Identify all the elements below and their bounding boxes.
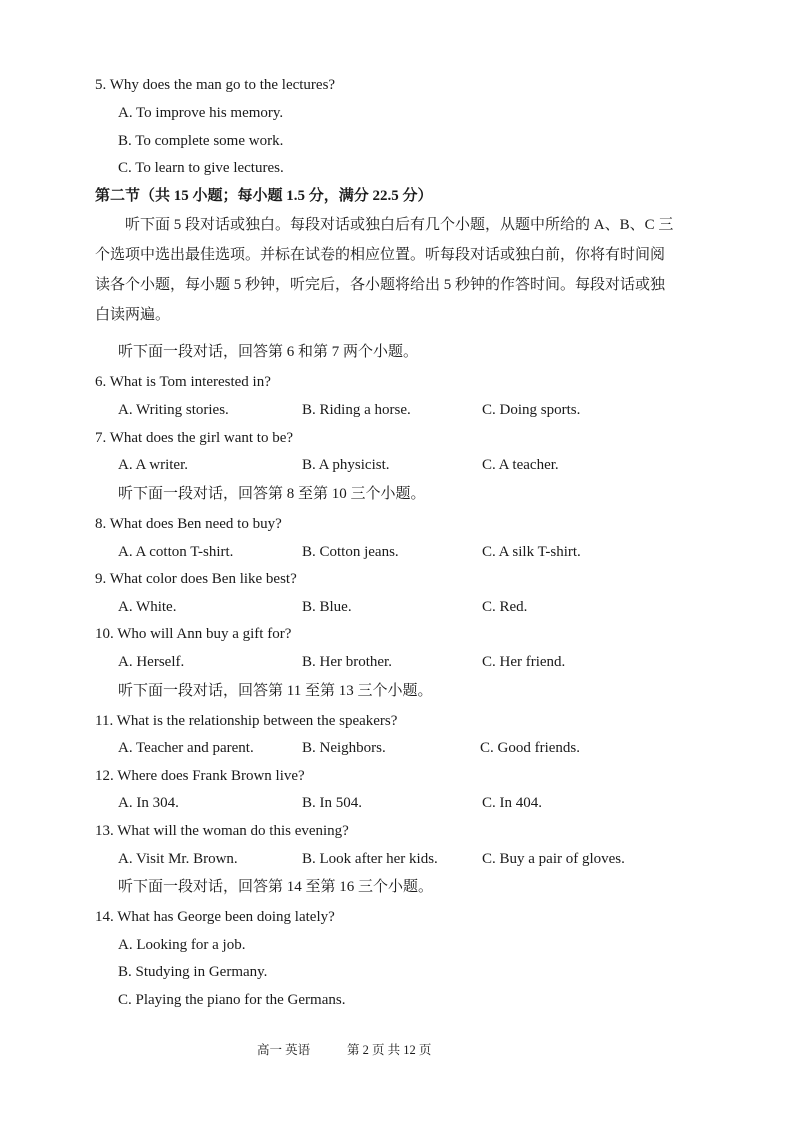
question-5-option-b: B. To complete some work. (118, 133, 284, 149)
directions-line-3: 读各个小题，每小题 5 秒钟，听完后，各小题将给出 5 秒钟的作答时间。每段对话或独 (95, 277, 666, 293)
question-13: 13. What will the woman do this evening? (95, 823, 349, 839)
question-12-option-c: C. In 404. (482, 795, 542, 811)
instruction-11-13: 听下面一段对话，回答第 11 至第 13 三个小题。 (118, 683, 433, 699)
question-13-option-b: B. Look after her kids. (302, 851, 438, 867)
question-7-option-c: C. A teacher. (482, 457, 559, 473)
instruction-6-7: 听下面一段对话，回答第 6 和第 7 两个小题。 (118, 344, 419, 360)
question-7-option-b: B. A physicist. (302, 457, 390, 473)
question-11: 11. What is the relationship between the speakers? (95, 713, 398, 729)
question-8-option-c: C. A silk T-shirt. (482, 544, 581, 560)
question-14-option-a: A. Looking for a job. (118, 937, 246, 953)
question-8: 8. What does Ben need to buy? (95, 516, 282, 532)
question-9-option-a: A. White. (118, 599, 177, 615)
question-11-option-c: C. Good friends. (480, 740, 580, 756)
question-9-option-c: C. Red. (482, 599, 528, 615)
question-8-option-b: B. Cotton jeans. (302, 544, 399, 560)
question-5: 5. Why does the man go to the lectures? (95, 77, 336, 93)
question-6: 6. What is Tom interested in? (95, 374, 271, 390)
question-12-option-b: B. In 504. (302, 795, 362, 811)
instruction-14-16: 听下面一段对话，回答第 14 至第 16 三个小题。 (118, 879, 434, 895)
question-12: 12. Where does Frank Brown live? (95, 768, 305, 784)
directions-line-1: 听下面 5 段对话或独白。每段对话或独白后有几个小题，从题中所给的 A、B、C 三 (125, 217, 674, 233)
directions-line-2: 个选项中选出最佳选项。并标在试卷的相应位置。听每段对话或独白前，你将有时间阅 (95, 247, 666, 263)
question-10-option-a: A. Herself. (118, 654, 185, 670)
question-5-option-c: C. To learn to give lectures. (118, 160, 284, 176)
question-12-option-a: A. In 304. (118, 795, 179, 811)
question-10: 10. Who will Ann buy a gift for? (95, 626, 292, 642)
question-7-option-a: A. A writer. (118, 457, 188, 473)
question-13-option-c: C. Buy a pair of gloves. (482, 851, 625, 867)
question-6-option-a: A. Writing stories. (118, 402, 229, 418)
instruction-8-10: 听下面一段对话，回答第 8 至第 10 三个小题。 (118, 486, 426, 502)
question-11-option-a: A. Teacher and parent. (118, 740, 254, 756)
question-6-option-b: B. Riding a horse. (302, 402, 411, 418)
section-heading: 第二节（共 15 小题；每小题 1.5 分，满分 22.5 分） (95, 188, 433, 204)
question-9-option-b: B. Blue. (302, 599, 352, 615)
question-14-option-c: C. Playing the piano for the Germans. (118, 992, 346, 1008)
question-9: 9. What color does Ben like best? (95, 571, 297, 587)
question-7: 7. What does the girl want to be? (95, 430, 294, 446)
question-10-option-b: B. Her brother. (302, 654, 392, 670)
question-8-option-a: A. A cotton T-shirt. (118, 544, 234, 560)
directions-line-4: 白读两遍。 (95, 307, 171, 323)
question-10-option-c: C. Her friend. (482, 654, 566, 670)
question-14-option-b: B. Studying in Germany. (118, 964, 268, 980)
question-6-option-c: C. Doing sports. (482, 402, 581, 418)
footer-subject: 高一 英语 (257, 1043, 311, 1057)
section-directions (95, 210, 711, 330)
footer-page-number: 第 2 页 共 12 页 (347, 1043, 432, 1057)
question-13-option-a: A. Visit Mr. Brown. (118, 851, 238, 867)
question-11-option-b: B. Neighbors. (302, 740, 386, 756)
question-5-option-a: A. To improve his memory. (118, 105, 284, 121)
question-14: 14. What has George been doing lately? (95, 909, 335, 925)
